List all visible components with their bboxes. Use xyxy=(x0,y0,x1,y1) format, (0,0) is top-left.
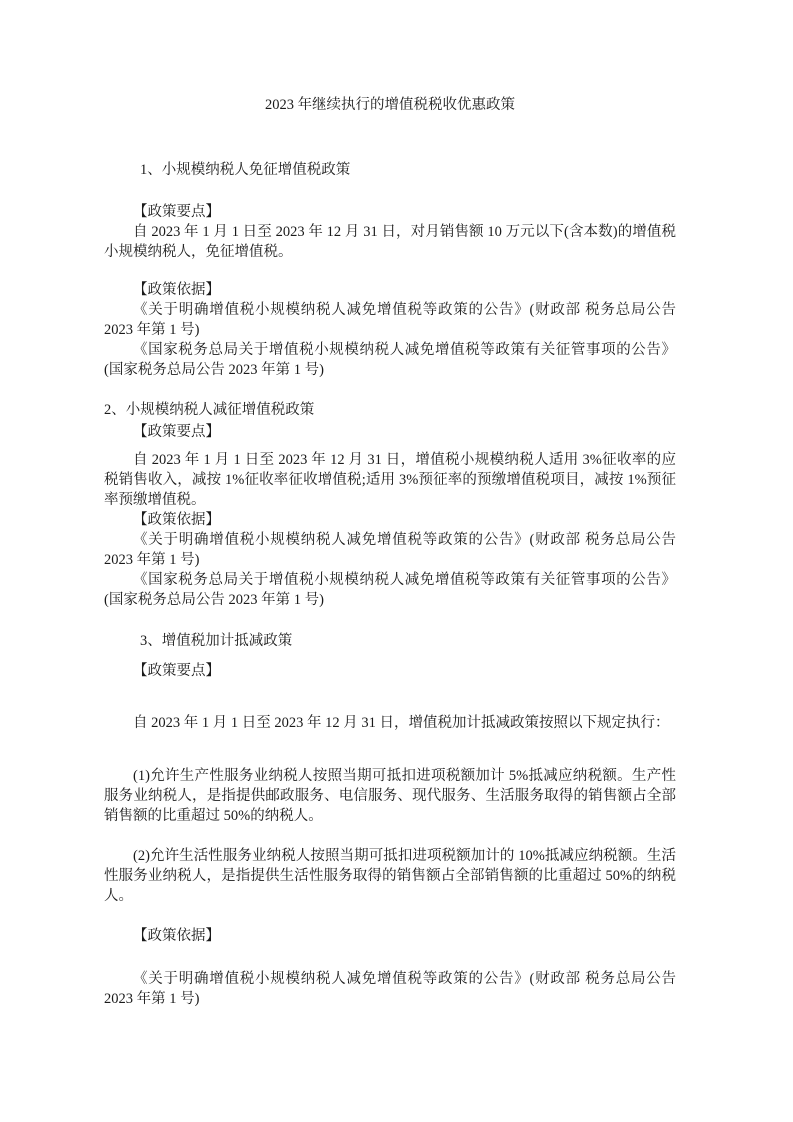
body-paragraph: 自 2023 年 1 月 1 日至 2023 年 12 月 31 日，增值税加计抵减政策按照以下规定执行： xyxy=(133,715,670,731)
policy-points-heading: 【政策要点】 xyxy=(133,424,220,440)
policy-points-heading: 【政策要点】 xyxy=(133,204,220,220)
policy-basis-heading: 【政策依据】 xyxy=(133,928,220,944)
policy-basis-heading: 【政策依据】 xyxy=(133,512,220,528)
section-3-item-heading: 3、增值税加计抵减政策 xyxy=(140,633,293,649)
citation-paragraph: 《关于明确增值税小规模纳税人减免增值税等政策的公告》(财政部 税务总局公告 2023 年第 1 号) xyxy=(104,532,676,568)
policy-basis-heading: 【政策依据】 xyxy=(133,282,220,298)
document-title: 2023 年继续执行的增值税税收优惠政策 xyxy=(264,97,516,113)
body-paragraph: (1)允许生产性服务业纳税人按照当期可抵扣进项税额加计 5%抵减应纳税额。生产性服务业纳税人，是指提供邮政服务、电信服务、现代服务、生活服务取得的销售额占全部销售额的比重超过 50%的纳税人。 xyxy=(104,768,676,824)
citation-paragraph: 《关于明确增值税小规模纳税人减免增值税等政策的公告》(财政部 税务总局公告 2023 年第 1 号) xyxy=(104,302,676,338)
body-paragraph: (2)允许生活性服务业纳税人按照当期可抵扣进项税额加计的 10%抵减应纳税额。生活性服务业纳税人，是指提供生活性服务取得的销售额占全部销售额的比重超过 50%的纳税人。 xyxy=(104,848,676,904)
section-1-item-heading: 1、小规模纳税人免征增值税政策 xyxy=(140,162,351,178)
body-paragraph: 自 2023 年 1 月 1 日至 2023 年 12 月 31 日，增值税小规模纳税人适用 3%征收率的应税销售收入，减按 1%征收率征收增值税;适用 3%预征率的预缴增值税项目，减按 1%预征率预缴增值税。 xyxy=(104,452,676,508)
policy-points-heading: 【政策要点】 xyxy=(133,663,220,679)
section-2-item-heading: 2、小规模纳税人减征增值税政策 xyxy=(104,402,315,418)
citation-paragraph: 《关于明确增值税小规模纳税人减免增值税等政策的公告》(财政部 税务总局公告 2023 年第 1 号) xyxy=(104,971,676,1007)
citation-paragraph: 《国家税务总局关于增值税小规模纳税人减免增值税等政策有关征管事项的公告》 (国家税务总局公告 2023 年第 1 号) xyxy=(104,342,676,378)
citation-paragraph: 《国家税务总局关于增值税小规模纳税人减免增值税等政策有关征管事项的公告》 (国家税务总局公告 2023 年第 1 号) xyxy=(104,572,676,608)
body-paragraph: 自 2023 年 1 月 1 日至 2023 年 12 月 31 日，对月销售额 10 万元以下(含本数)的增值税小规模纳税人，免征增值税。 xyxy=(104,224,676,260)
